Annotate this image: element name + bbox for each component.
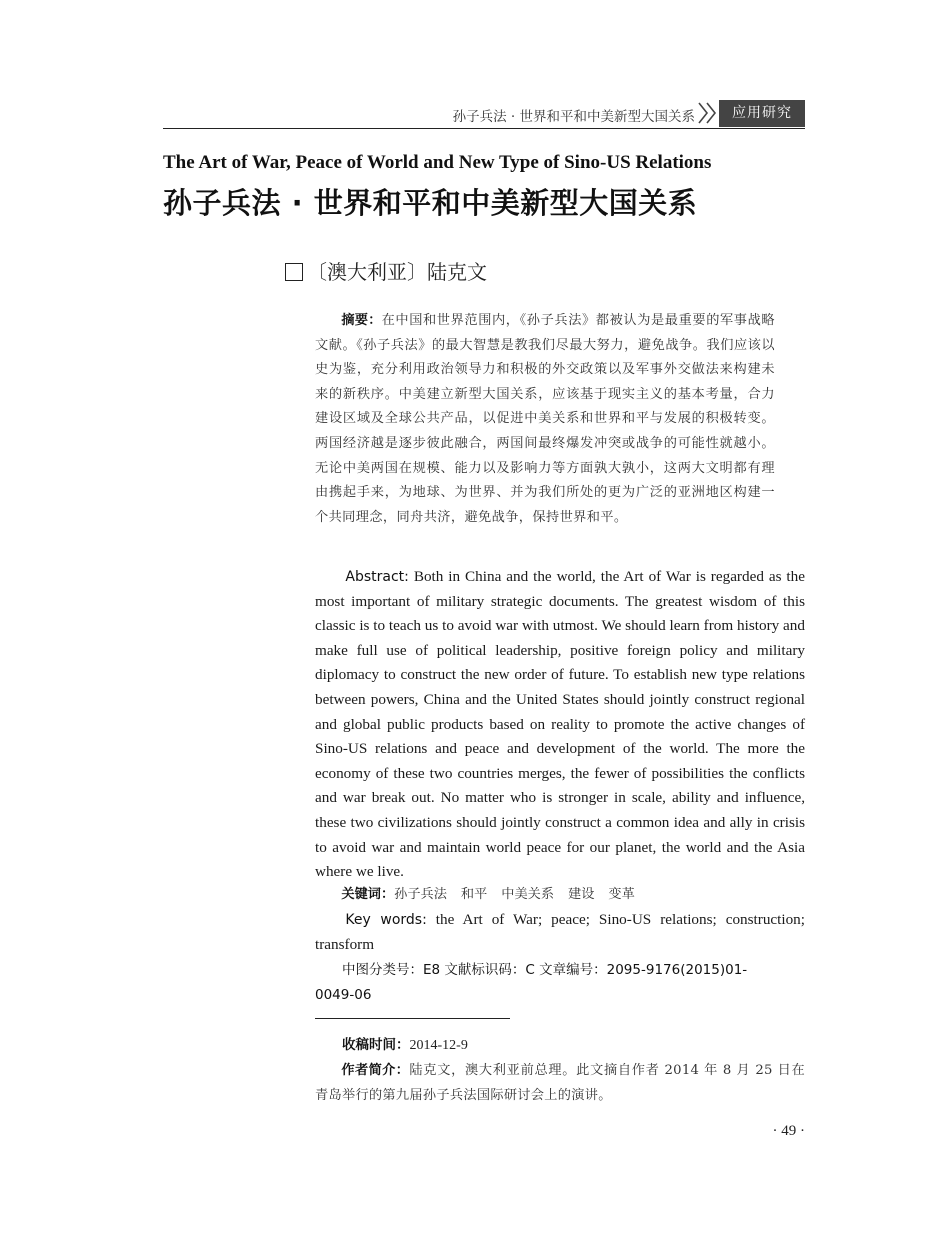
received-date xyxy=(315,1033,468,1058)
author-name: 〔澳大利亚〕陆克文 xyxy=(307,260,487,284)
running-title: 孙子兵法 · 世界和平和中美新型大国关系 xyxy=(452,109,695,125)
received-label: 收稿时间： xyxy=(342,1037,410,1053)
keywords-label-en: Key words: xyxy=(345,912,427,928)
keyword-item: 和平 xyxy=(460,887,488,902)
keyword-item: 变革 xyxy=(608,887,635,902)
abstract-text-zh: 在中国和世界范围内，《孙子兵法》都被认为是最重要的军事战略文献。《孙子兵法》的最大智慧是教我们尽最大努力，避免战争。我们应该以史为鉴，充分利用政治领导力和积极的外交政策以及军事外交做法来构建未来的新秩序。中美建立新型大国关系，应该基于现实主义的基本考量，合力建设区域及全球公共产品，以促进中美关系和世界和平与发展的积极转变。两国经济越是逐步彼此融合，两国间最终爆发冲突或战争的可能性就越小。无论中美两国在规模、能力以及影响力等方面孰大孰小，这两大文明都有理由携起手来，为地球、为世界、并为我们所处的更为广泛的亚洲地区构建一个共同理念，同舟共济，避免战争，保持世界和平。 xyxy=(315,313,775,525)
author-bio xyxy=(315,1058,805,1108)
running-header xyxy=(163,100,805,129)
abstract-label-en: Abstract: xyxy=(345,569,409,585)
bio-label: 作者简介： xyxy=(341,1063,410,1078)
english-abstract xyxy=(315,565,805,885)
section-tag: 应用研究 xyxy=(719,100,805,127)
page-number: · 49 · xyxy=(772,1123,805,1139)
received-value: 2014-12-9 xyxy=(409,1038,468,1053)
abstract-label-zh: 摘要： xyxy=(341,313,382,328)
keyword-item: 中美关系 xyxy=(501,887,555,902)
bio-text: 陆克文，澳大利亚前总理。此文摘自作者 2014 年 8 月 25 日在青岛举行的第九届孙子兵法国际研讨会上的演讲。 xyxy=(315,1063,805,1103)
keywords-text-en: the Art of War; peace; Sino-US relations; construction; transform xyxy=(315,911,805,953)
square-bullet-icon xyxy=(285,263,303,281)
chinese-title: 孙子兵法 · 世界和平和中美新型大国关系 xyxy=(163,186,698,220)
keywords-en xyxy=(315,908,805,957)
chinese-abstract xyxy=(315,309,775,530)
footnote-divider xyxy=(315,1018,510,1019)
keyword-item: 孙子兵法 xyxy=(394,887,447,902)
keywords-label-zh: 关键词： xyxy=(341,887,395,902)
english-title: The Art of War, Peace of World and New Type of Sino-US Relations xyxy=(163,152,712,173)
double-chevron-icon xyxy=(697,101,719,125)
abstract-text-en: Both in China and the world, the Art of War is regarded as the most important of military strategic documents. The greatest wisdom of this classic is to teach us to avoid war with utmost. We should learn from history and make full use of political leadership, positive foreign policy and military diplomacy to construct the new order of future. To establish new type relations between powers, China and the United States should jointly construct regional and global public products based on reality to promote the active changes of Sino-US relations and peace and development of the world. The more the economy of these two countries merges, the fewer of possibilities the conflicts and war break out. No matter who is stronger in scale, ability and influence, these two civilizations should jointly construct a common idea and ally in crisis to avoid war and maintain world peace for our planet, the world and the Asia where we live. xyxy=(315,568,805,881)
author-line xyxy=(285,256,487,284)
keywords-zh xyxy=(315,883,805,907)
classification-codes: 中图分类号：E8 文献标识码：C 文章编号：2095-9176(2015)01-0049-06 xyxy=(315,962,748,1003)
keyword-item: 建设 xyxy=(568,887,595,902)
